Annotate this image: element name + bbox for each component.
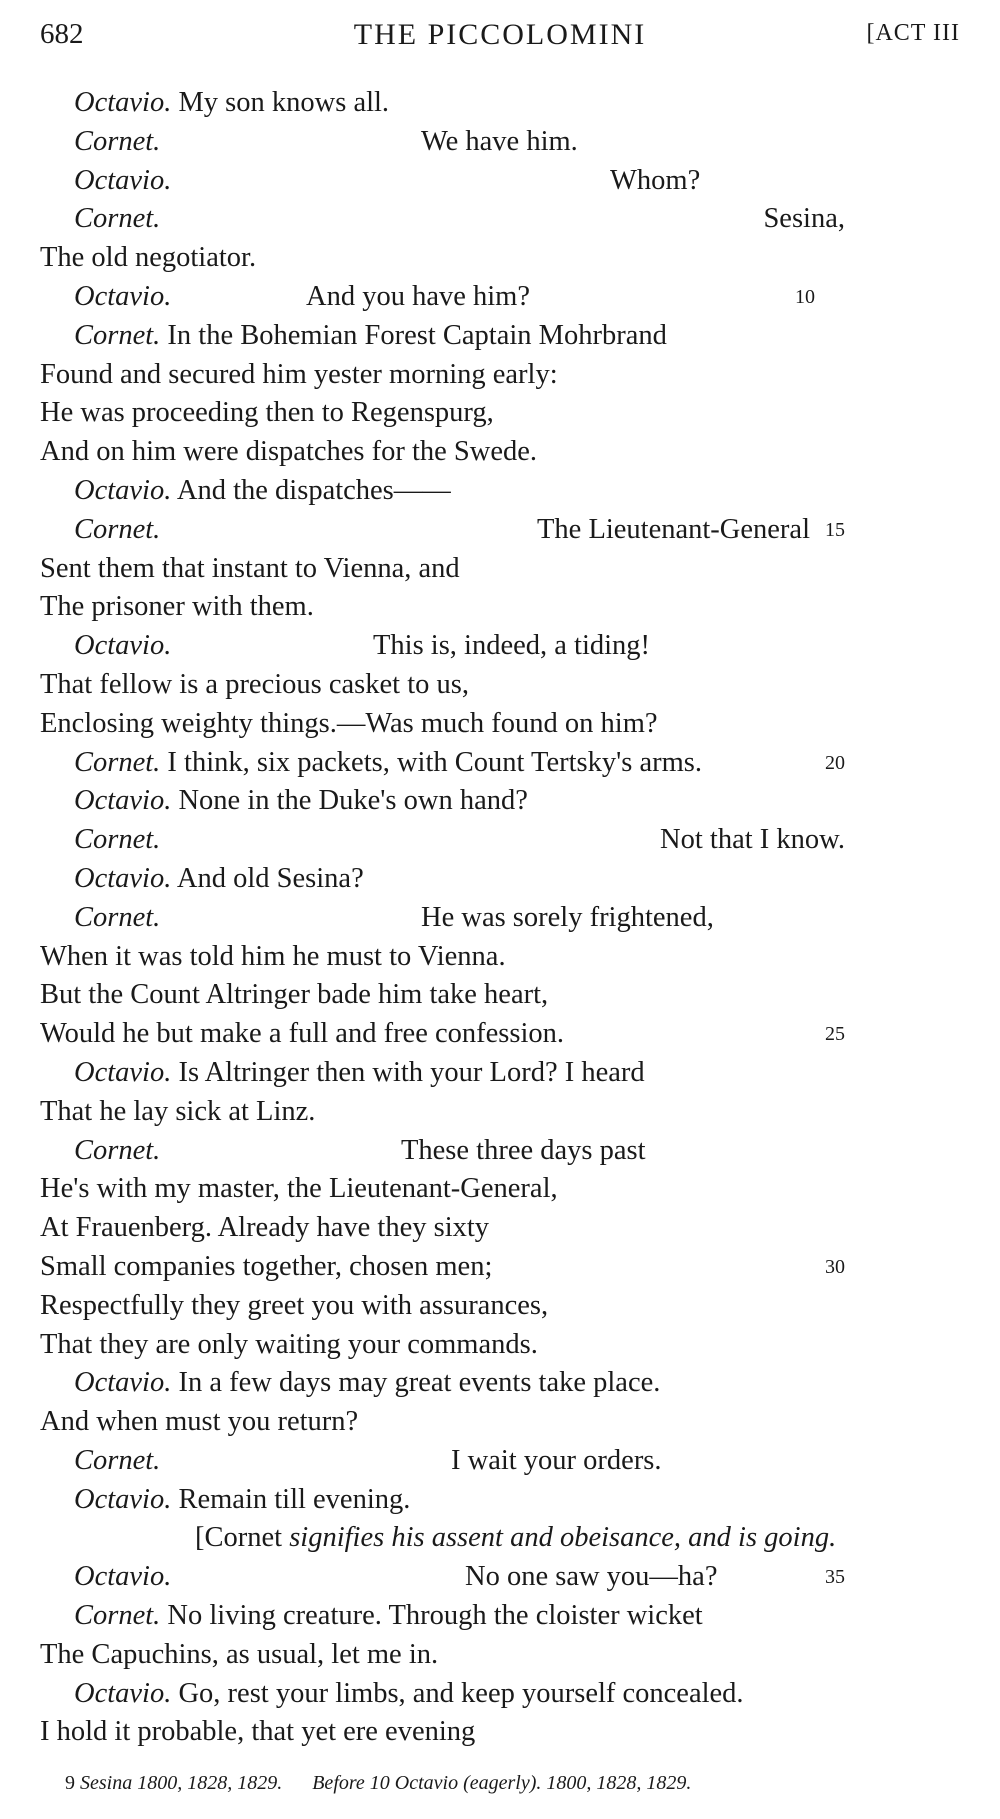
line-text: My son knows all. — [178, 87, 390, 118]
footnote — [65, 1772, 691, 1795]
speaker-name: Cornet. — [74, 319, 161, 351]
speaker-name: Cornet. — [74, 901, 161, 933]
verse-line — [40, 938, 960, 977]
stage-direction-name: [Cornet — [195, 1522, 283, 1554]
line-text: Not that I know. — [660, 824, 845, 856]
verse-line — [40, 976, 960, 1015]
speaker-name: Octavio. — [74, 1561, 172, 1593]
line-text: When it was told him he must to Vienna. — [40, 940, 506, 972]
verse-line — [40, 1519, 960, 1558]
line-text: This is, indeed, a tiding! — [373, 630, 651, 662]
line-number: 10 — [795, 285, 815, 308]
line-text: No one saw you—ha? — [465, 1561, 718, 1593]
footnote-number: 9 — [65, 1772, 75, 1794]
line-text: And when must you return? — [40, 1406, 359, 1438]
line-text: At Frauenberg. Already have they sixty — [40, 1212, 490, 1244]
stage-direction-text: signifies his assent and obeisance, and is going. — [289, 1522, 837, 1554]
verse-line — [40, 1403, 960, 1442]
line-text: Whom? — [610, 164, 701, 196]
verse-line — [40, 588, 960, 627]
verse-line — [40, 744, 960, 783]
line-text: Small companies together, chosen men; — [40, 1250, 493, 1282]
verse-lines — [40, 84, 960, 1752]
speaker-name: Cornet. — [74, 203, 161, 235]
footnote-variant-1: Sesina 1800, 1828, 1829. — [80, 1772, 283, 1794]
speaker-name: Octavio. — [74, 1677, 172, 1709]
line-text: The old negotiator. — [40, 242, 257, 274]
page-number: 682 — [40, 18, 84, 50]
verse-line — [40, 123, 960, 162]
verse-line — [40, 394, 960, 433]
verse-line — [40, 1597, 960, 1636]
speaker-name: Octavio. — [74, 1367, 172, 1399]
line-number: 15 — [825, 518, 845, 541]
stage-direction — [195, 1519, 836, 1558]
line-text: That he lay sick at Linz. — [40, 1095, 316, 1127]
verse-line — [40, 472, 960, 511]
speaker-name: Cornet. — [74, 1444, 161, 1476]
speaker-name: Octavio. — [74, 87, 172, 118]
verse-line — [40, 1675, 960, 1714]
verse-line — [40, 1132, 960, 1171]
line-text: In the Bohemian Forest Captain Mohrbrand — [167, 319, 667, 351]
verse-line — [40, 627, 960, 666]
line-text: He's with my master, the Lieutenant-General, — [40, 1173, 558, 1205]
running-title: THE PICCOLOMINI — [353, 18, 647, 51]
speaker-name: Octavio. — [74, 164, 172, 196]
line-text: But the Count Altringer bade him take heart, — [40, 979, 549, 1011]
speaker-name: Cornet. — [74, 125, 161, 157]
verse-line — [40, 1248, 960, 1287]
verse-line — [40, 1364, 960, 1403]
line-text: None in the Duke's own hand? — [178, 785, 528, 817]
line-text: Enclosing weighty things.—Was much found on him? — [40, 707, 658, 739]
verse-line — [40, 899, 960, 938]
line-text: Sesina, — [763, 203, 845, 235]
page-header — [40, 18, 960, 62]
line-text: These three days past — [401, 1134, 646, 1166]
act-label: [ACT III — [866, 20, 960, 46]
verse-line — [40, 705, 960, 744]
line-text: Sent them that instant to Vienna, and — [40, 552, 460, 584]
line-text: The prisoner with them. — [40, 591, 314, 623]
line-text: The Capuchins, as usual, let me in. — [40, 1638, 439, 1670]
line-text: He was sorely frightened, — [421, 901, 714, 933]
verse-line — [40, 356, 960, 395]
line-text: Would he but make a full and free confession. — [40, 1018, 564, 1050]
line-text: We have him. — [421, 125, 578, 157]
line-number: 20 — [825, 751, 845, 774]
line-text: He was proceeding then to Regenspurg, — [40, 397, 494, 429]
line-text: I hold it probable, that yet ere evening — [40, 1716, 476, 1748]
verse-line — [40, 550, 960, 589]
line-text: And the dispatches—— — [176, 474, 451, 506]
speaker-name: Cornet. — [74, 513, 161, 545]
speaker-name: Octavio. — [74, 630, 172, 662]
verse-line — [40, 860, 960, 899]
speaker-name: Cornet. — [74, 746, 161, 778]
line-text: And you have him? — [306, 280, 530, 312]
verse-line — [40, 200, 960, 239]
verse-line — [40, 433, 960, 472]
verse-line — [40, 84, 960, 123]
verse-line — [40, 1287, 960, 1326]
verse-line — [40, 511, 960, 550]
line-text: Found and secured him yester morning early: — [40, 358, 558, 390]
verse-line — [40, 1015, 960, 1054]
line-text: I wait your orders. — [451, 1444, 662, 1476]
line-text: That they are only waiting your commands. — [40, 1328, 538, 1360]
verse-line — [40, 1558, 960, 1597]
speaker-name: Cornet. — [74, 1134, 161, 1166]
speaker-name: Octavio. — [74, 862, 172, 894]
line-number: 30 — [825, 1255, 845, 1278]
line-text: I think, six packets, with Count Tertsky's arms. — [167, 746, 702, 778]
line-number: 35 — [825, 1566, 845, 1589]
verse-line — [40, 1326, 960, 1365]
verse-line — [40, 1209, 960, 1248]
verse-line — [40, 1481, 960, 1520]
line-text: The Lieutenant-General — [537, 513, 810, 545]
speaker-name: Octavio. — [74, 474, 172, 506]
line-text: And on him were dispatches for the Swede. — [40, 436, 538, 468]
verse-line — [40, 1636, 960, 1675]
verse-line — [40, 317, 960, 356]
footnote-variant-2: Before 10 Octavio (eagerly). 1800, 1828, 1829. — [312, 1772, 692, 1794]
line-text: Go, rest your limbs, and keep yourself concealed. — [178, 1677, 744, 1709]
verse-line — [40, 278, 960, 317]
line-text: In a few days may great events take place. — [178, 1367, 661, 1399]
speaker-name: Octavio. — [74, 1483, 172, 1515]
verse-line — [40, 1170, 960, 1209]
verse-line — [40, 1442, 960, 1481]
line-text: No living creature. Through the cloister wicket — [167, 1600, 703, 1632]
line-text: Remain till evening. — [178, 1483, 411, 1515]
line-number: 25 — [825, 1023, 845, 1046]
speaker-name: Octavio. — [74, 1056, 172, 1088]
verse-line — [40, 1093, 960, 1132]
verse-line — [40, 239, 960, 278]
line-text: Respectfully they greet you with assurances, — [40, 1289, 549, 1321]
verse-line — [40, 666, 960, 705]
speaker-name: Cornet. — [74, 1600, 161, 1632]
speaker-name: Octavio. — [74, 785, 172, 817]
verse-line — [40, 162, 960, 201]
verse-line — [40, 782, 960, 821]
verse-line — [40, 1713, 960, 1752]
speaker-name: Cornet. — [74, 824, 161, 856]
speaker-name: Octavio. — [74, 280, 172, 312]
line-text: And old Sesina? — [176, 862, 364, 894]
verse-line — [40, 821, 960, 860]
verse-line — [40, 1054, 960, 1093]
line-text: That fellow is a precious casket to us, — [40, 668, 469, 700]
line-text: Is Altringer then with your Lord? I heard — [178, 1056, 645, 1088]
